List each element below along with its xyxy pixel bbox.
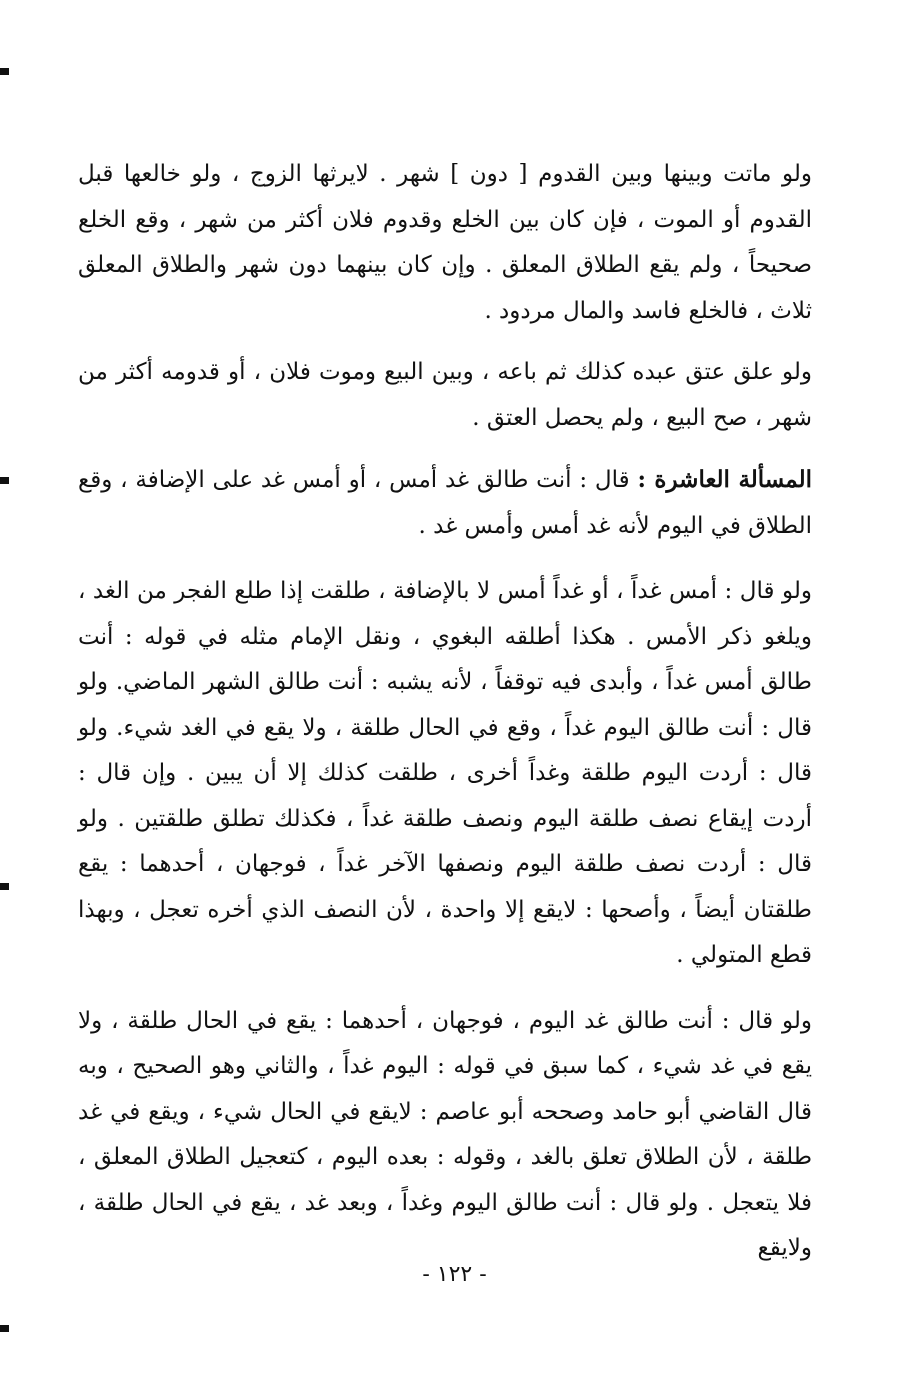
paragraph-text: ولو قال : أمس غداً ، أو غداً أمس لا بالإضافة ، طلقت إذا طلع الفجر من الغد ، ويلغو ذكر الأمس . هكذا أطلقه البغوي ، ونقل الإمام مثله في قوله : أنت طالق أمس غداً ، وأبدى فيه توقفاً ، لأنه يشبه : أنت طالق الشهر الماضي. ولو قال : أنت طالق اليوم غداً ، وقع في الحال طلقة ، ولا يقع في الغد شيء. ولو قال : أردت اليوم طلقة وغداً أخرى ، طلقت كذلك إلا أن يبين . وإن قال : أردت إيقاع نصف طلقة اليوم ونصف طلقة غداً ، فكذلك تطلق طلقتين . ولو قال : أردت نصف طلقة اليوم ونصفها الآخر غداً ، فوجهان ، أحدهما : يقع طلقتان أيضاً ، وأصحها : لايقع إلا واحدة ، لأن النصف الذي أخره تعجل ، وبهذا قطع المتولي . <box>78 578 812 968</box>
paragraph-3 <box>78 457 812 549</box>
paragraph-4 <box>78 569 812 979</box>
paragraph-text: ولو قال : أنت طالق غد اليوم ، فوجهان ، أحدهما : يقع في الحال طلقة ، ولا يقع في غد شيء ، كما سبق في قوله : اليوم غداً ، والثاني وهو الصحيح ، وبه قال القاضي أبو حامد وصححه أبو عاصم : لايقع في الحال شيء ، ويقع في غد طلقة ، لأن الطلاق تعلق بالغد ، وقوله : بعده اليوم ، كتعجيل الطلاق المعلق ، فلا يتعجل . ولو قال : أنت طالق اليوم وغداً ، وبعد غد ، يقع في الحال طلقة ، ولايقع <box>78 1007 812 1261</box>
paragraph-5 <box>78 999 812 1272</box>
paragraph-text: ولو علق عتق عبده كذلك ثم باعه ، وبين البيع وموت فلان ، أو قدومه أكثر من شهر ، صح البيع ، ولم يحصل العتق . <box>78 359 812 431</box>
paragraph-text: قال : أنت طالق غد أمس ، أو أمس غد على الإضافة ، وقع الطلاق في اليوم لأنه غد أمس وأمس غد . <box>78 467 812 539</box>
margin-mark <box>0 883 9 890</box>
paragraph-1 <box>78 152 812 334</box>
margin-mark <box>0 68 9 75</box>
page-number: - ١٢٢ - <box>422 1262 487 1287</box>
margin-mark <box>0 1325 9 1332</box>
paragraph-2 <box>78 350 812 441</box>
margin-mark <box>0 477 9 484</box>
body-text <box>78 152 812 1272</box>
paragraph-text: ولو ماتت وبينها وبين القدوم [ دون ] شهر . لايرثها الزوج ، ولو خالعها قبل القدوم أو الموت ، فإن كان بين الخلع وقدوم فلان أكثر من شهر ، وقع الخلع صحيحاً ، ولم يقع الطلاق المعلق . وإن كان بينهما دون شهر والطلاق المعلق ثلاث ، فالخلع فاسد والمال مردود . <box>78 161 812 324</box>
section-heading: المسألة العاشرة : <box>637 466 813 493</box>
